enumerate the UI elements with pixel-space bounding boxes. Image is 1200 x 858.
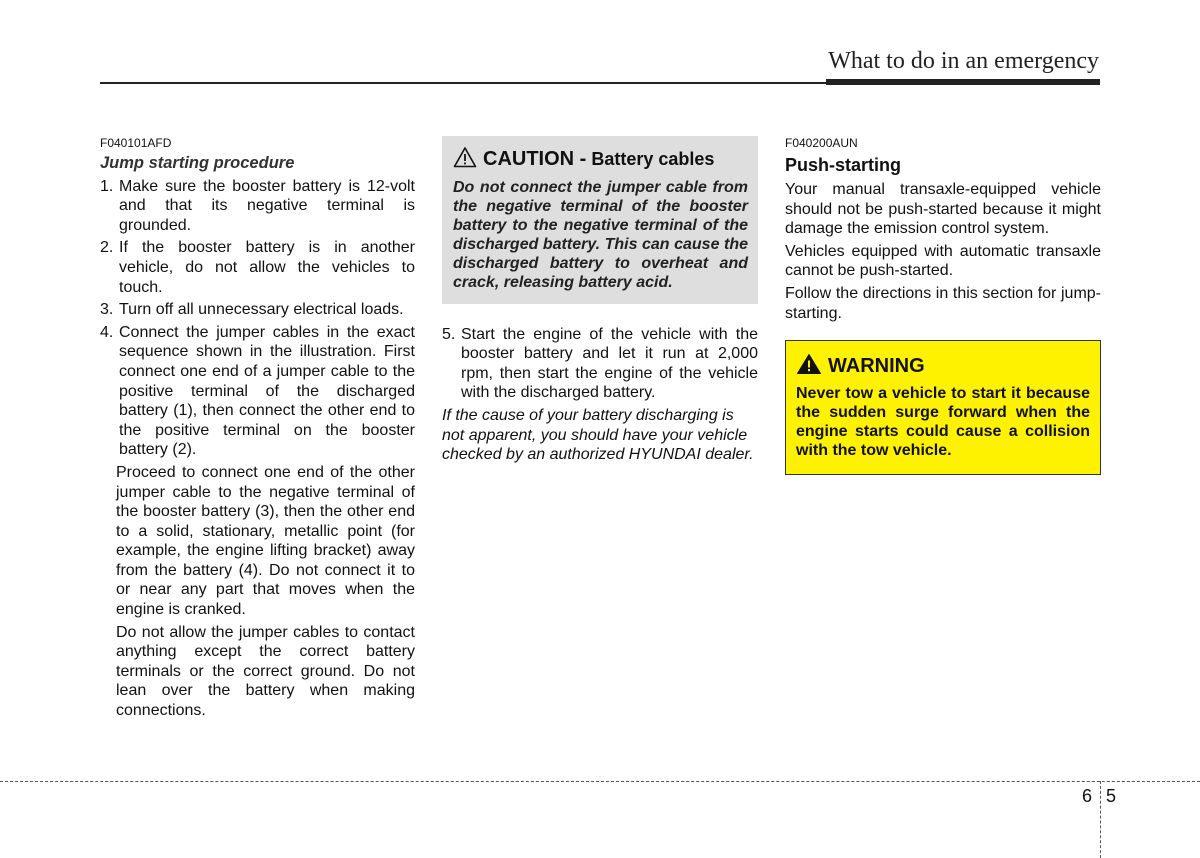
list-item: 1. Make sure the booster battery is 12-volt and that its negative terminal is grounded. — [100, 177, 415, 234]
section-code: F040200AUN — [785, 136, 858, 150]
list-item: 5. Start the engine of the vehicle with the booster battery and let it run at 2,000 rpm, then start the engine of the vehicle with the discharged battery. — [442, 325, 758, 402]
paragraph: Proceed to connect one end of the other jumper cable to the negative terminal of the booster battery (3), then the other end to a solid, stationary, metallic point (for example, the engine lifting bracket) away from the battery (4). Do not connect it to or near any part that moves when the engine is cranked. — [116, 463, 415, 619]
list-item: 3. Turn off all unnecessary electrical loads. — [100, 301, 404, 319]
steps-list — [442, 325, 758, 403]
warning-triangle-outline-icon — [453, 146, 477, 174]
paragraph: Follow the directions in this section for jump-starting. — [785, 284, 1101, 322]
warning-triangle-filled-icon — [796, 353, 822, 381]
chapter-number: 6 — [1082, 786, 1093, 806]
paragraph: Vehicles equipped with automatic transaxle cannot be push-started. — [785, 242, 1101, 280]
caution-subtitle: Battery cables — [591, 149, 715, 169]
paragraph: Your manual transaxle-equipped vehicle should not be push-started because it might damage the emission control system. — [785, 181, 1101, 238]
warning-box — [785, 340, 1101, 475]
footer-divider — [0, 781, 1200, 782]
steps-list — [100, 177, 415, 460]
warning-title — [796, 353, 1090, 381]
list-item: 4. Connect the jumper cables in the exact sequence shown in the illustration. First connect one end of a jumper cable to the positive terminal of the discharged battery (1), then connect the other end to the positive terminal on the booster battery (2). — [100, 323, 415, 459]
page-header-title: What to do in an emergency — [828, 48, 1099, 74]
caution-box — [442, 136, 758, 304]
footer-vertical-divider — [1100, 781, 1101, 858]
section-heading: Push-starting — [785, 155, 902, 175]
list-item: 2. If the booster battery is in another vehicle, do not allow the vehicles to touch. — [100, 239, 415, 296]
warning-label: WARNING — [828, 355, 925, 378]
right-column — [785, 136, 1101, 475]
warning-text: Never tow a vehicle to start it because the sudden surge forward when the engine starts could cause a collision with the tow vehicle. — [796, 384, 1090, 459]
section-code: F040101AFD — [100, 136, 172, 150]
paragraph: Do not allow the jumper cables to contact anything except the correct battery terminals or the correct ground. Do not lean over the battery when making connections. — [116, 623, 415, 720]
caution-text: Do not connect the jumper cable from the negative terminal of the booster battery to the negative terminal of the discharged battery. This can cause the discharged battery to overheat and crack, releasing battery acid. — [453, 178, 748, 291]
note-paragraph: If the cause of your battery discharging is not apparent, you should have your vehicle checked by an authorized HYUNDAI dealer. — [442, 406, 754, 464]
header-rule-accent — [826, 79, 1100, 85]
caution-label: CAUTION - — [483, 148, 587, 170]
left-column — [100, 136, 415, 724]
section-subheading: Jump starting procedure — [100, 154, 295, 172]
middle-column — [442, 136, 758, 468]
page-number: 5 — [1106, 786, 1117, 806]
caution-title — [453, 146, 748, 174]
